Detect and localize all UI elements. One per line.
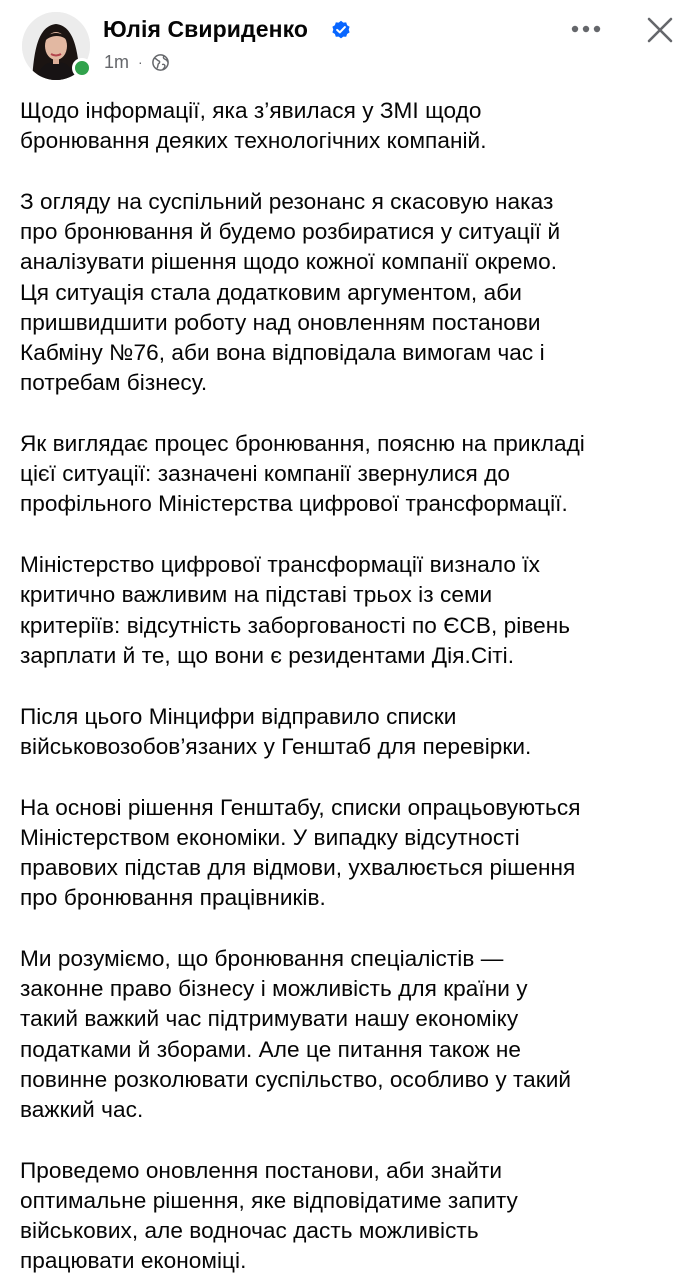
more-options-button[interactable] <box>567 14 605 44</box>
post-text-line: пришвидшити роботу над оновленням постанови <box>20 309 541 335</box>
post-text-line: законне право бізнесу і можливість для країни у <box>20 976 528 1002</box>
post-paragraph <box>20 702 692 762</box>
post-text <box>20 96 692 1280</box>
verified-badge-icon <box>331 20 351 40</box>
online-status-indicator <box>72 58 92 78</box>
post-text-line: аналізувати рішення щодо кожної компанії окремо. <box>20 249 558 275</box>
post-text-line: Міністерство цифрової трансформації визнало їх <box>20 552 541 578</box>
post-text-line: правових підстав для відмови, ухвалюється рішення <box>20 855 576 881</box>
more-horizontal-icon <box>571 25 601 33</box>
post-text-line: Ця ситуація стала додатковим аргументом, аби <box>20 279 522 305</box>
close-button[interactable] <box>640 10 680 50</box>
post-text-line: працювати економіці. <box>20 1248 247 1274</box>
post-paragraph <box>20 1156 692 1277</box>
post-text-line: профільного Міністерства цифрової трансформації. <box>20 491 568 517</box>
post-text-line: потребам бізнесу. <box>20 370 208 396</box>
post-text-line: Міністерством економіки. У випадку відсутності <box>20 824 520 850</box>
post-text-line: важкий час. <box>20 1097 144 1123</box>
meta-separator: · <box>138 54 143 70</box>
post-text-line: Проведемо оновлення постанови, аби знайти <box>20 1157 503 1183</box>
post-text-line: Щодо інформації, яка з’явилася у ЗМІ щодо <box>20 98 482 123</box>
post-text-line: Як виглядає процес бронювання, поясню на прикладі <box>20 431 585 457</box>
post-text-line: зарплати й те, що вони є резидентами Дія.Сіті. <box>20 642 515 668</box>
post-text-line: критично важливим на підставі трьох із семи <box>20 582 493 608</box>
post-text-line: повинне розколювати суспільство, особливо у такий <box>20 1066 572 1092</box>
post-timestamp[interactable]: 1m <box>104 51 130 72</box>
post-meta <box>104 51 170 73</box>
post-text-line: Ми розуміємо, що бронювання спеціалістів — <box>20 946 504 972</box>
post-text-line: Кабміну №76, аби вона відповідала вимогам час і <box>20 340 545 366</box>
post-paragraph <box>20 944 692 1125</box>
post-header <box>0 0 697 90</box>
post-text-line: критеріїв: відсутність заборгованості по ЄСВ, рівень <box>20 612 571 638</box>
post-text-line: такий важкий час підтримувати нашу економіку <box>20 1006 519 1032</box>
post-text-line: податками й зборами. Але це питання також не <box>20 1036 521 1062</box>
post-paragraph <box>20 187 692 398</box>
post-paragraph <box>20 96 692 156</box>
post-text-line: На основі рішення Генштабу, списки опрацьовуються <box>20 794 581 820</box>
post-paragraph <box>20 793 692 914</box>
post-text-line: цієї ситуації: зазначені компанії звернулися до <box>20 461 510 487</box>
globe-icon <box>151 53 170 72</box>
author-avatar[interactable] <box>22 12 90 80</box>
post-text-line: оптимальне рішення, яке відповідатиме запиту <box>20 1188 518 1214</box>
post-text-line: бронювання деяких технологічних компаній. <box>20 128 487 154</box>
post-paragraph <box>20 429 692 520</box>
post-text-line: про бронювання й будемо розбиратися у ситуації й <box>20 219 561 245</box>
post-text-line: військовозобов’язаних у Генштаб для перевірки. <box>20 733 532 759</box>
post-text-line: про бронювання працівників. <box>20 885 326 911</box>
post-paragraph <box>20 550 692 671</box>
post-text-line: Після цього Мінцифри відправило списки <box>20 703 457 729</box>
close-icon <box>646 16 674 44</box>
author-name[interactable]: Юлія Свириденко <box>103 16 309 42</box>
post-text-line: військових, але водночас дасть можливість <box>20 1218 479 1244</box>
post-text-line: З огляду на суспільний резонанс я скасовую наказ <box>20 189 554 214</box>
